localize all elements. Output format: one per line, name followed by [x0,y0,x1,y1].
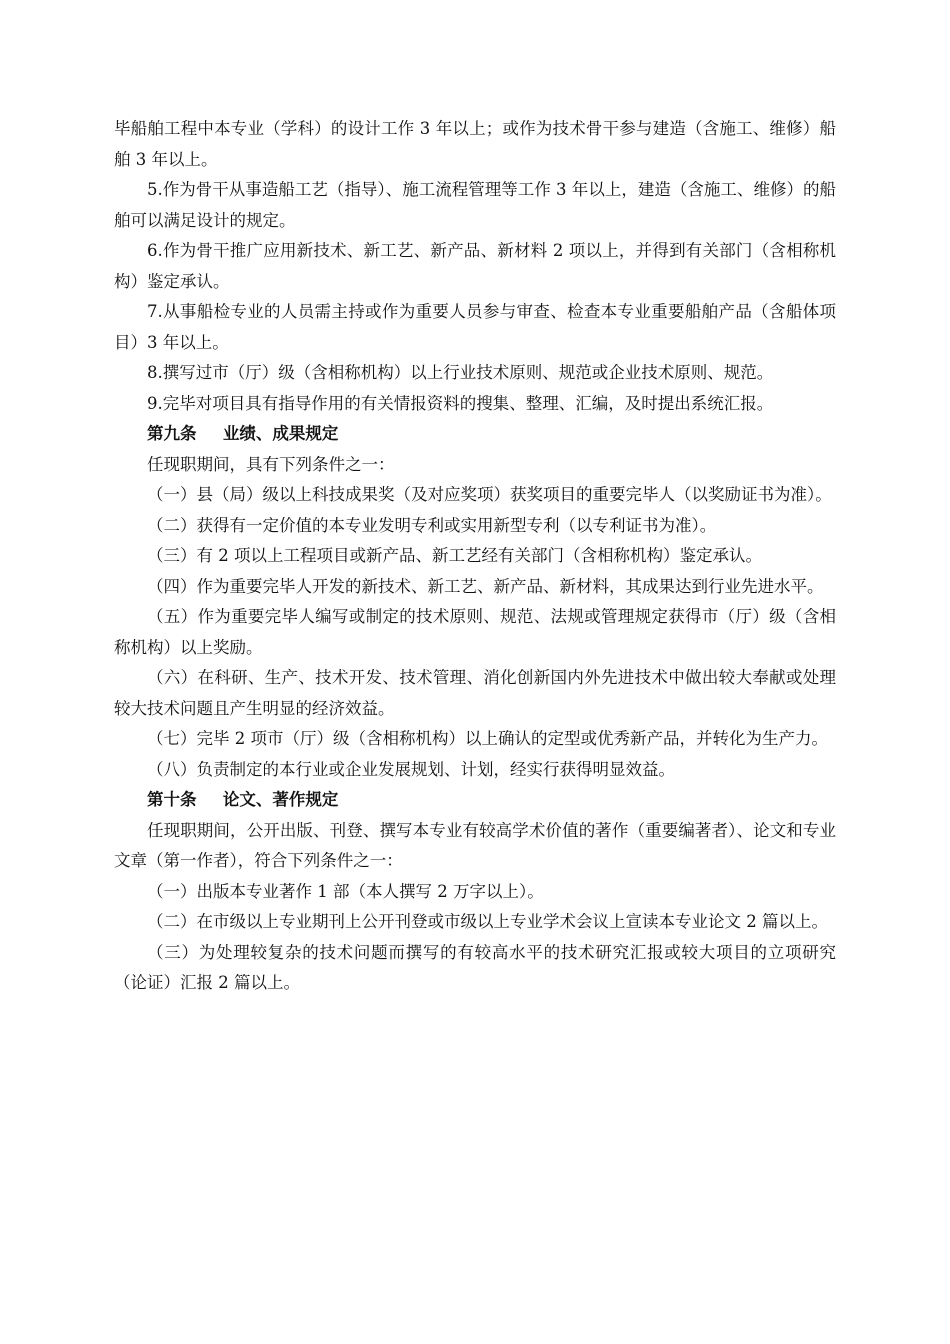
paragraph-item-7: 7.从事船检专业的人员需主持或作为重要人员参与审查、检查本专业重要船舶产品（含船体项目）3 年以上。 [114,302,836,352]
section-heading-number: 第九条 [147,424,197,443]
paragraph-item-8: 8.撰写过市（厅）级（含相称机构）以上行业技术原则、规范或企业技术原则、规范。 [147,363,774,382]
section-heading-title: 业绩、成果规定 [222,424,339,443]
section-heading-article-9 [114,419,836,450]
paragraph-article-9-item-2: （二）获得有一定价值的本专业发明专利或实用新型专利（以专利证书为准）。 [147,515,717,535]
paragraph-article-10-item-2: （二）在市级以上专业期刊上公开刊登或市级以上专业学术会议上宣读本专业论文 2 篇以上。 [147,912,828,931]
paragraph-article-9-intro: 任现职期间，具有下列条件之一： [147,454,395,474]
document-page [114,114,836,999]
paragraph-item-6: 6.作为骨干推广应用新技术、新工艺、新产品、新材料 2 项以上，并得到有关部门（含相称机构）鉴定承认。 [114,241,836,291]
paragraph-item-5: 5.作为骨干从事造船工艺（指导）、施工流程管理等工作 3 年以上，建造（含施工、维修）的船舶可以满足设计的规定。 [114,180,836,230]
section-heading-number: 第十条 [147,790,197,809]
paragraph-continuation: 毕船舶工程中本专业（学科）的设计工作 3 年以上；或作为技术骨干参与建造（含施工、维修）船舶 3 年以上。 [114,119,836,169]
paragraph-article-9-item-5: （五）作为重要完毕人编写或制定的技术原则、规范、法规或管理规定获得市（厅）级（含相称机构）以上奖励。 [114,607,836,657]
paragraph-article-10-item-3: （三）为处理较复杂的技术问题而撰写的有较高水平的技术研究汇报或较大项目的立项研究（论证）汇报 2 篇以上。 [114,942,836,992]
paragraph-article-9-item-6: （六）在科研、生产、技术开发、技术管理、消化创新国内外先进技术中做出较大奉献或处理较大技术问题且产生明显的经济效益。 [114,668,836,718]
paragraph-article-9-item-8: （八）负责制定的本行业或企业发展规划、计划，经实行获得明显效益。 [147,759,675,779]
paragraph-article-9-item-1: （一）县（局）级以上科技成果奖（及对应奖项）获奖项目的重要完毕人（以奖励证书为准）。 [147,485,832,504]
section-heading-article-10 [114,785,836,816]
paragraph-article-10-intro: 任现职期间，公开出版、刊登、撰写本专业有较高学术价值的著作（重要编著者）、论文和专业文章（第一作者），符合下列条件之一： [114,820,836,870]
paragraph-article-9-item-7: （七）完毕 2 项市（厅）级（含相称机构）以上确认的定型或优秀新产品，并转化为生产力。 [147,729,828,748]
paragraph-article-9-item-3: （三）有 2 项以上工程项目或新产品、新工艺经有关部门（含相称机构）鉴定承认。 [147,546,762,565]
paragraph-article-9-item-4: （四）作为重要完毕人开发的新技术、新工艺、新产品、新材料，其成果达到行业先进水平。 [147,576,824,596]
paragraph-article-10-item-1: （一）出版本专业著作 1 部（本人撰写 2 万字以上）。 [147,881,544,901]
section-heading-title: 论文、著作规定 [222,790,339,809]
paragraph-item-9: 9.完毕对项目具有指导作用的有关情报资料的搜集、整理、汇编，及时提出系统汇报。 [147,393,774,413]
